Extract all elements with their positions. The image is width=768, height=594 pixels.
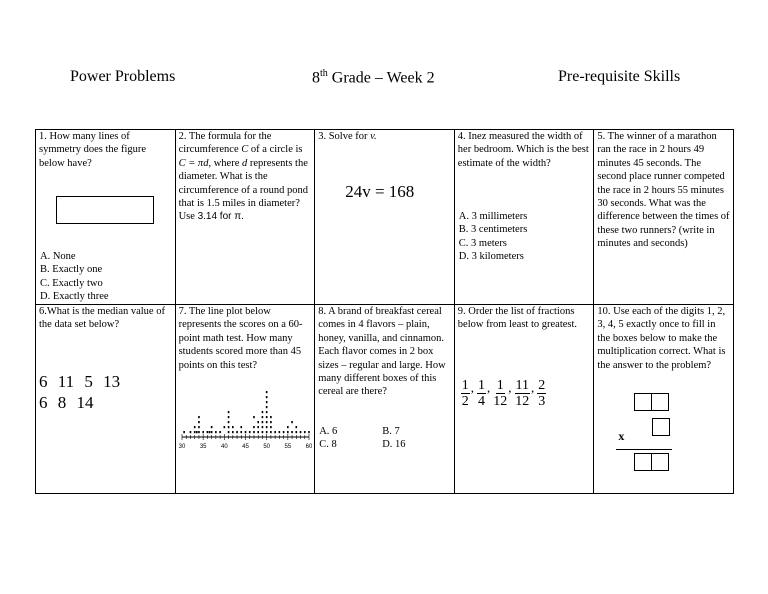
line-plot [178, 385, 312, 455]
option-c: C. Exactly two [40, 277, 103, 289]
header-title-left: Power Problems [70, 68, 176, 85]
problem-1-cell [36, 130, 176, 305]
line-plot-mark [189, 431, 191, 433]
line-plot-mark [270, 421, 272, 423]
digit-box [651, 453, 669, 471]
problem-6-text: 6.What is the median value of the data set below? [39, 306, 165, 331]
fraction-denominator: 12 [493, 394, 508, 409]
fraction-separator: , [531, 379, 535, 395]
fraction-numerator: 11 [515, 378, 530, 393]
option-b: B. 7 [382, 426, 400, 437]
problem-5-text: 5. The winner of a marathon ran the race in 2 hours 49 minutes 45 seconds. The second place runner competed the race in 2 hours 55 minutes 30 seconds. What was the difference between the times of these two runners? (write in minutes and seconds) [597, 131, 730, 250]
line-plot-mark [227, 431, 229, 433]
line-plot-mark [198, 416, 200, 418]
option-a: A. 6 [319, 426, 338, 437]
multiply-sign: x [618, 429, 625, 443]
problem-5-cell [594, 130, 734, 305]
option-a: A. None [40, 251, 76, 262]
fraction-denominator: 4 [478, 394, 486, 409]
header-grade-number: 8 [312, 69, 320, 87]
problem-2-cell [175, 130, 315, 305]
header-title-center [312, 68, 435, 87]
fraction [515, 378, 530, 410]
line-plot-mark [265, 391, 267, 393]
fraction-numerator: 1 [496, 378, 504, 393]
line-plot-mark [304, 431, 306, 433]
line-plot-mark [265, 411, 267, 413]
line-plot-mark [210, 431, 212, 433]
line-plot-mark [265, 401, 267, 403]
problem-8-text: 8. A brand of breakfast cereal comes in 4 flavors – plain, honey, vanilla, and cinnamon. Each flavor comes in 2 box sizes – regular and large. How many different boxes of this cereal are there? [318, 306, 446, 398]
line-plot-mark [287, 426, 289, 428]
line-plot-mark [265, 431, 267, 433]
line-plot-mark [236, 431, 238, 433]
line-plot-labels [178, 444, 311, 450]
line-plot-mark [253, 416, 255, 418]
line-plot-mark [183, 431, 185, 433]
line-plot-mark [257, 421, 259, 423]
line-plot-mark [227, 421, 229, 423]
problem-10-text: 10. Use each of the digits 1, 2, 3, 4, 5 exactly once to fill in the boxes below to make the multiplication correct. What is the answer to the problem? [597, 306, 726, 371]
fraction-separator: , [508, 379, 512, 395]
line-plot-mark [215, 431, 217, 433]
line-plot-mark [274, 431, 276, 433]
fraction-numerator: 1 [478, 378, 486, 393]
line-plot-mark [261, 431, 263, 433]
fraction-numerator: 2 [538, 378, 546, 393]
problem-9-text: 9. Order the list of fractions below from least to greatest. [457, 306, 578, 331]
fraction [477, 378, 486, 410]
line-plot-mark [278, 431, 280, 433]
line-plot-mark [253, 431, 255, 433]
problem-4-options [459, 210, 528, 264]
fraction-separator: , [470, 379, 475, 395]
line-plot-mark [208, 431, 210, 433]
axis-label: 40 [220, 444, 228, 450]
var-v: v. [370, 131, 377, 142]
line-plot-mark [198, 421, 200, 423]
multiplier-box [652, 418, 670, 436]
option-c: C. 8 [319, 439, 337, 450]
circumference-formula: C = πd [178, 157, 209, 169]
line-plot-mark [287, 431, 289, 433]
fraction-denominator: 2 [461, 394, 469, 409]
line-plot-mark [227, 416, 229, 418]
problem-2-text: 2. The formula for the circumference C of a circle is C = πd, where d represents the diameter. What is the circumference of a round pond that is 1.5 miles in diameter? Use 3.14 for π. [178, 131, 309, 223]
line-plot-mark [202, 431, 204, 433]
problem-3-text: 3. Solve for v. [318, 131, 377, 142]
line-plot-mark [308, 431, 310, 433]
line-plot-mark [196, 431, 198, 433]
rectangle-figure [56, 196, 154, 224]
line-plot-mark [265, 396, 267, 398]
fraction-separator: , [487, 379, 491, 395]
problem-1-text: 1. How many lines of symmetry does the figure below have? [39, 131, 147, 169]
axis-label: 55 [284, 444, 291, 450]
line-plot-mark [210, 426, 212, 428]
data-set [39, 371, 120, 413]
option-b: B. 3 centimeters [458, 224, 528, 236]
line-plot-mark [270, 426, 272, 428]
line-plot-mark [240, 431, 242, 433]
line-plot-dots [183, 391, 309, 433]
fraction [493, 378, 507, 410]
line-plot-mark [261, 426, 263, 428]
fraction [537, 378, 546, 410]
axis-label: 45 [241, 444, 249, 450]
line-plot-mark [232, 426, 234, 428]
option-d: D. Exactly three [40, 291, 109, 303]
problem-6-cell [36, 305, 176, 494]
line-plot-mark [265, 406, 267, 408]
line-plot-mark [291, 421, 293, 423]
line-plot-mark [270, 431, 272, 433]
line-plot-mark [265, 426, 267, 428]
line-plot-mark [291, 431, 293, 433]
line-plot-mark [295, 431, 297, 433]
digit-box [651, 393, 669, 411]
line-plot-mark [198, 426, 200, 428]
line-plot-mark [257, 426, 259, 428]
line-plot-mark [261, 416, 263, 418]
problem-3-cell [315, 130, 455, 305]
fraction-denominator: 12 [515, 394, 530, 409]
header-grade-week: Grade – Week 2 [327, 69, 435, 87]
digit-box [634, 393, 652, 411]
pi-approx: 3.14 for π. [197, 211, 244, 223]
line-plot-mark [299, 431, 301, 433]
line-plot-mark [261, 421, 263, 423]
axis-label: 35 [199, 444, 207, 450]
problems-grid [35, 129, 734, 494]
option-d: D. 3 kilometers [458, 251, 524, 263]
line-plot-mark [198, 431, 200, 433]
line-plot-mark [270, 416, 272, 418]
var-d: d [241, 157, 248, 169]
equation: 24v = 168 [345, 182, 415, 201]
top-number-boxes [634, 393, 669, 411]
line-plot-mark [219, 431, 221, 433]
line-plot-mark [282, 431, 284, 433]
line-plot-mark [265, 421, 267, 423]
fraction-denominator: 3 [538, 394, 546, 409]
line-plot-mark [244, 431, 246, 433]
line-plot-mark [265, 416, 267, 418]
problem-4-cell [454, 130, 594, 305]
line-plot-mark [227, 426, 229, 428]
data-row-1: 6 11 5 13 [39, 372, 121, 391]
axis-label: 60 [305, 444, 312, 450]
problem-10-cell [594, 305, 734, 494]
line-plot-mark [193, 426, 195, 428]
option-c: C. 3 meters [458, 237, 507, 249]
line-plot-mark [261, 411, 263, 413]
line-plot-mark [257, 431, 259, 433]
line-plot-mark [240, 426, 242, 428]
line-plot-mark [232, 431, 234, 433]
fraction [461, 378, 470, 410]
line-plot-mark [295, 426, 297, 428]
var-c: C [241, 144, 249, 156]
line-plot-mark [223, 426, 225, 428]
answer-line [616, 449, 672, 450]
fraction-numerator: 1 [461, 378, 469, 393]
problem-8-cell [315, 305, 455, 494]
answer-boxes [634, 453, 669, 471]
problem-7-cell [175, 305, 315, 494]
data-row-2: 6 8 14 [39, 393, 94, 412]
line-plot-mark [249, 431, 251, 433]
digit-box [634, 453, 652, 471]
line-plot-mark [227, 411, 229, 413]
header-title-right: Pre-requisite Skills [558, 68, 681, 85]
line-plot-mark [206, 431, 208, 433]
option-d: D. 16 [382, 439, 406, 450]
axis-label: 50 [262, 444, 270, 450]
line-plot-mark [253, 426, 255, 428]
problem-9-cell [454, 305, 594, 494]
digit-box [652, 418, 670, 436]
fractions-list [461, 378, 547, 410]
option-b: B. Exactly one [40, 264, 103, 276]
problem-1-options [40, 250, 109, 304]
option-a: A. 3 millimeters [458, 211, 528, 222]
axis-label: 30 [178, 444, 185, 450]
problem-7-text: 7. The line plot below represents the scores on a 60-point math test. How many students scored more than 45 points on this test? [178, 306, 303, 371]
line-plot-mark [193, 431, 195, 433]
problem-4-text: 4. Inez measured the width of her bedroom. Which is the best estimate of the width? [457, 131, 589, 169]
header-grade-suffix: th [320, 68, 328, 79]
